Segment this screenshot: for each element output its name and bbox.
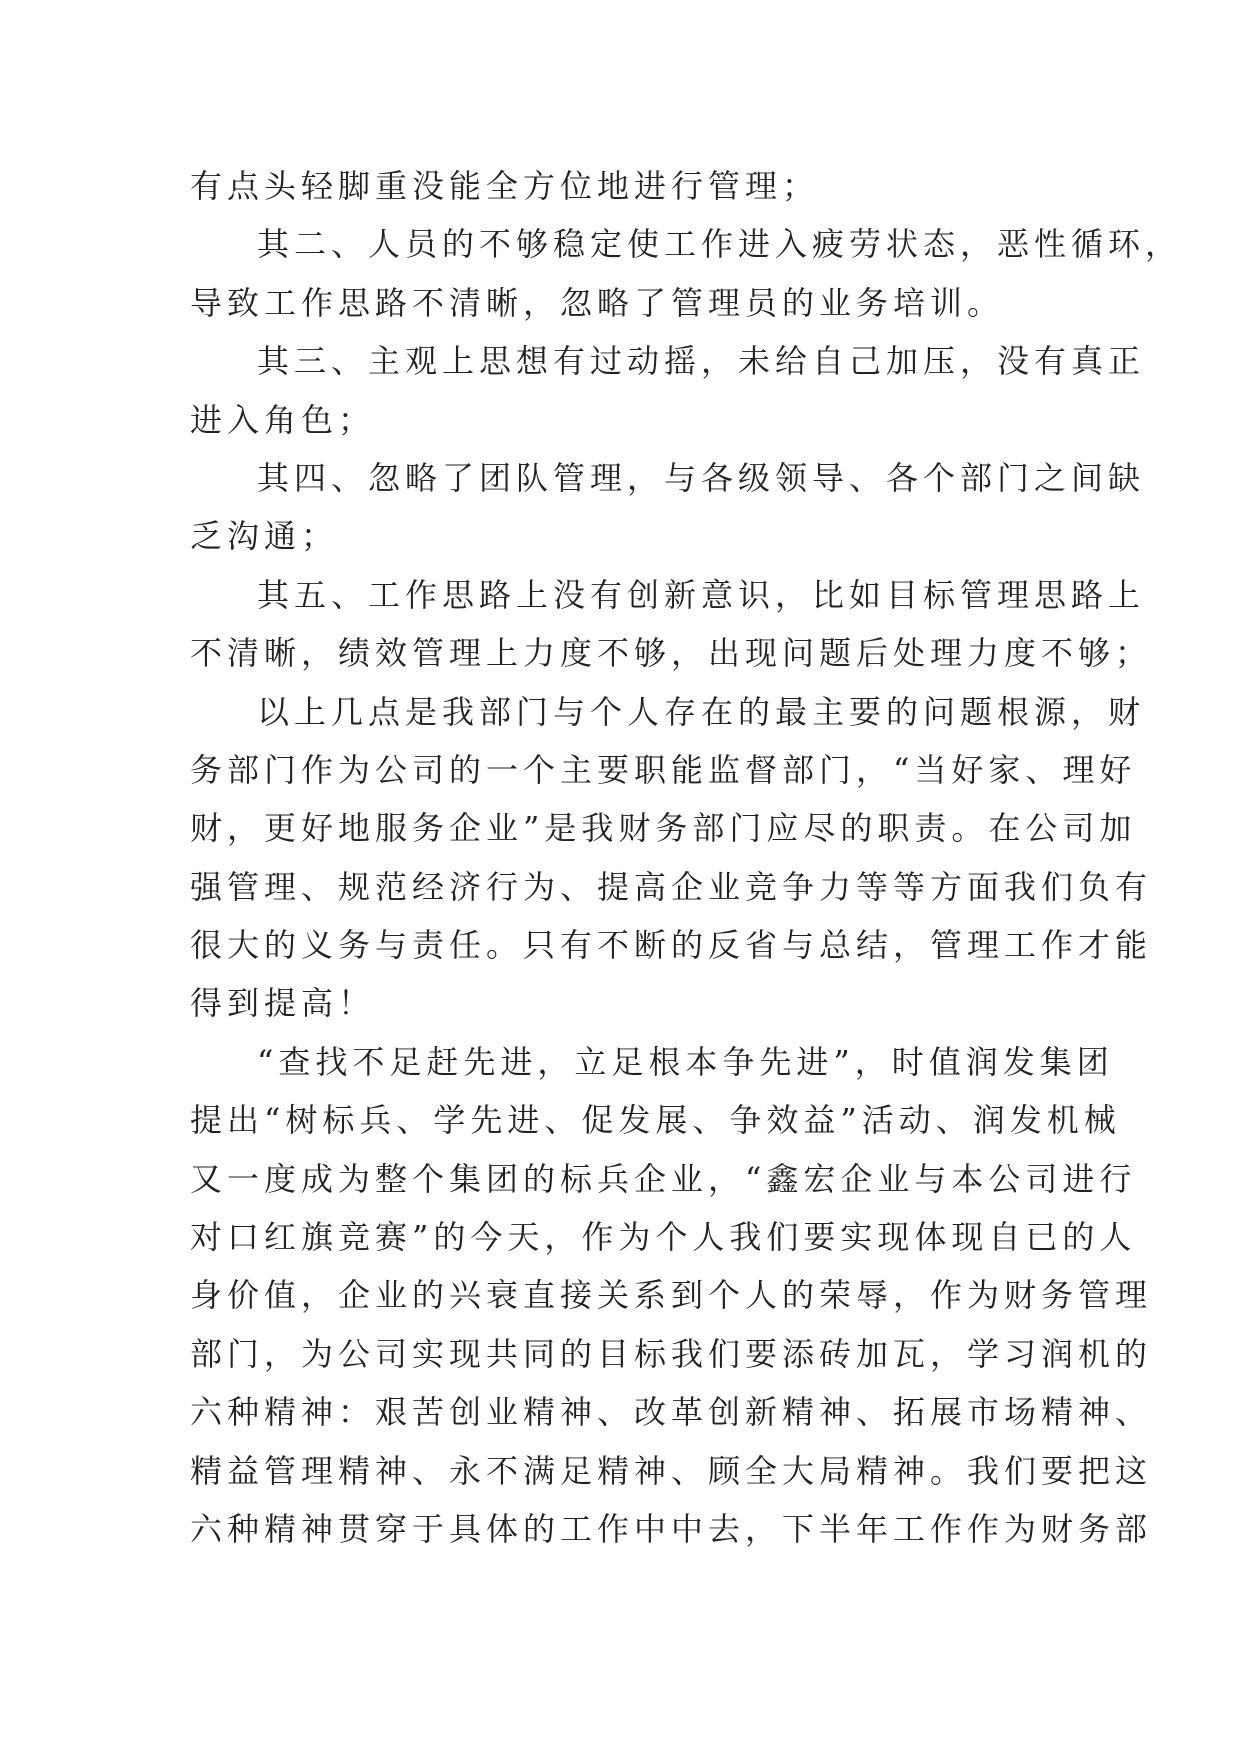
text-line: 六种精神贯穿于具体的工作中中去，下半年工作作为财务部 [190,1509,1153,1548]
text-line: 得到提高！ [190,984,376,1023]
text-line: 部门，为公司实现共同的目标我们要添砖加瓦，学习润机的 [190,1334,1153,1373]
text-line: 强管理、规范经济行为、提高企业竞争力等等方面我们负有 [190,867,1153,906]
text-line: 精益管理精神、永不满足精神、顾全大局精神。我们要把这 [190,1451,1153,1490]
text-line: 对口红旗竞赛”的今天，作为个人我们要实现体现自已的人 [190,1218,1137,1257]
text-line: 又一度成为整个集团的标兵企业，“鑫宏企业与本公司进行 [190,1159,1137,1198]
text-line: “查找不足赶先进，立足根本争先进”，时值润发集团 [257,1042,1114,1081]
text-line: 进入角色； [190,400,376,439]
text-line: 乏沟通； [190,517,339,556]
text-line: 其四、忽略了团队管理，与各级领导、各个部门之间缺 [257,458,1146,497]
text-line: 其三、主观上思想有过动摇，未给自己加压，没有真正 [257,342,1146,381]
text-line: 财，更好地服务企业”是我财务部门应尽的职责。在公司加 [190,809,1137,848]
text-line: 其五、工作思路上没有创新意识，比如目标管理思路上 [257,575,1146,614]
text-line: 导致工作思路不清晰，忽略了管理员的业务培训。 [190,283,1005,322]
text-line: 其二、人员的不够稳定使工作进入疲劳状态，恶性循环， [257,225,1183,264]
text-line: 提出“树标兵、学先进、促发展、争效益”活动、润发机械 [190,1101,1121,1140]
text-line: 务部门作为公司的一个主要职能监督部门，“当好家、理好 [190,750,1137,789]
document-body [190,157,1183,1558]
text-line: 以上几点是我部门与个人存在的最主要的问题根源，财 [257,692,1146,731]
text-line: 六种精神：艰苦创业精神、改革创新精神、拓展市场精神、 [190,1393,1153,1432]
text-line: 身价值，企业的兴衰直接关系到个人的荣辱，作为财务管理 [190,1276,1153,1315]
text-line: 有点头轻脚重没能全方位地进行管理； [190,167,820,205]
text-line: 不清晰，绩效管理上力度不够，出现问题后处理力度不够； [190,634,1153,673]
text-line: 很大的义务与责任。只有不断的反省与总结，管理工作才能 [190,926,1153,965]
